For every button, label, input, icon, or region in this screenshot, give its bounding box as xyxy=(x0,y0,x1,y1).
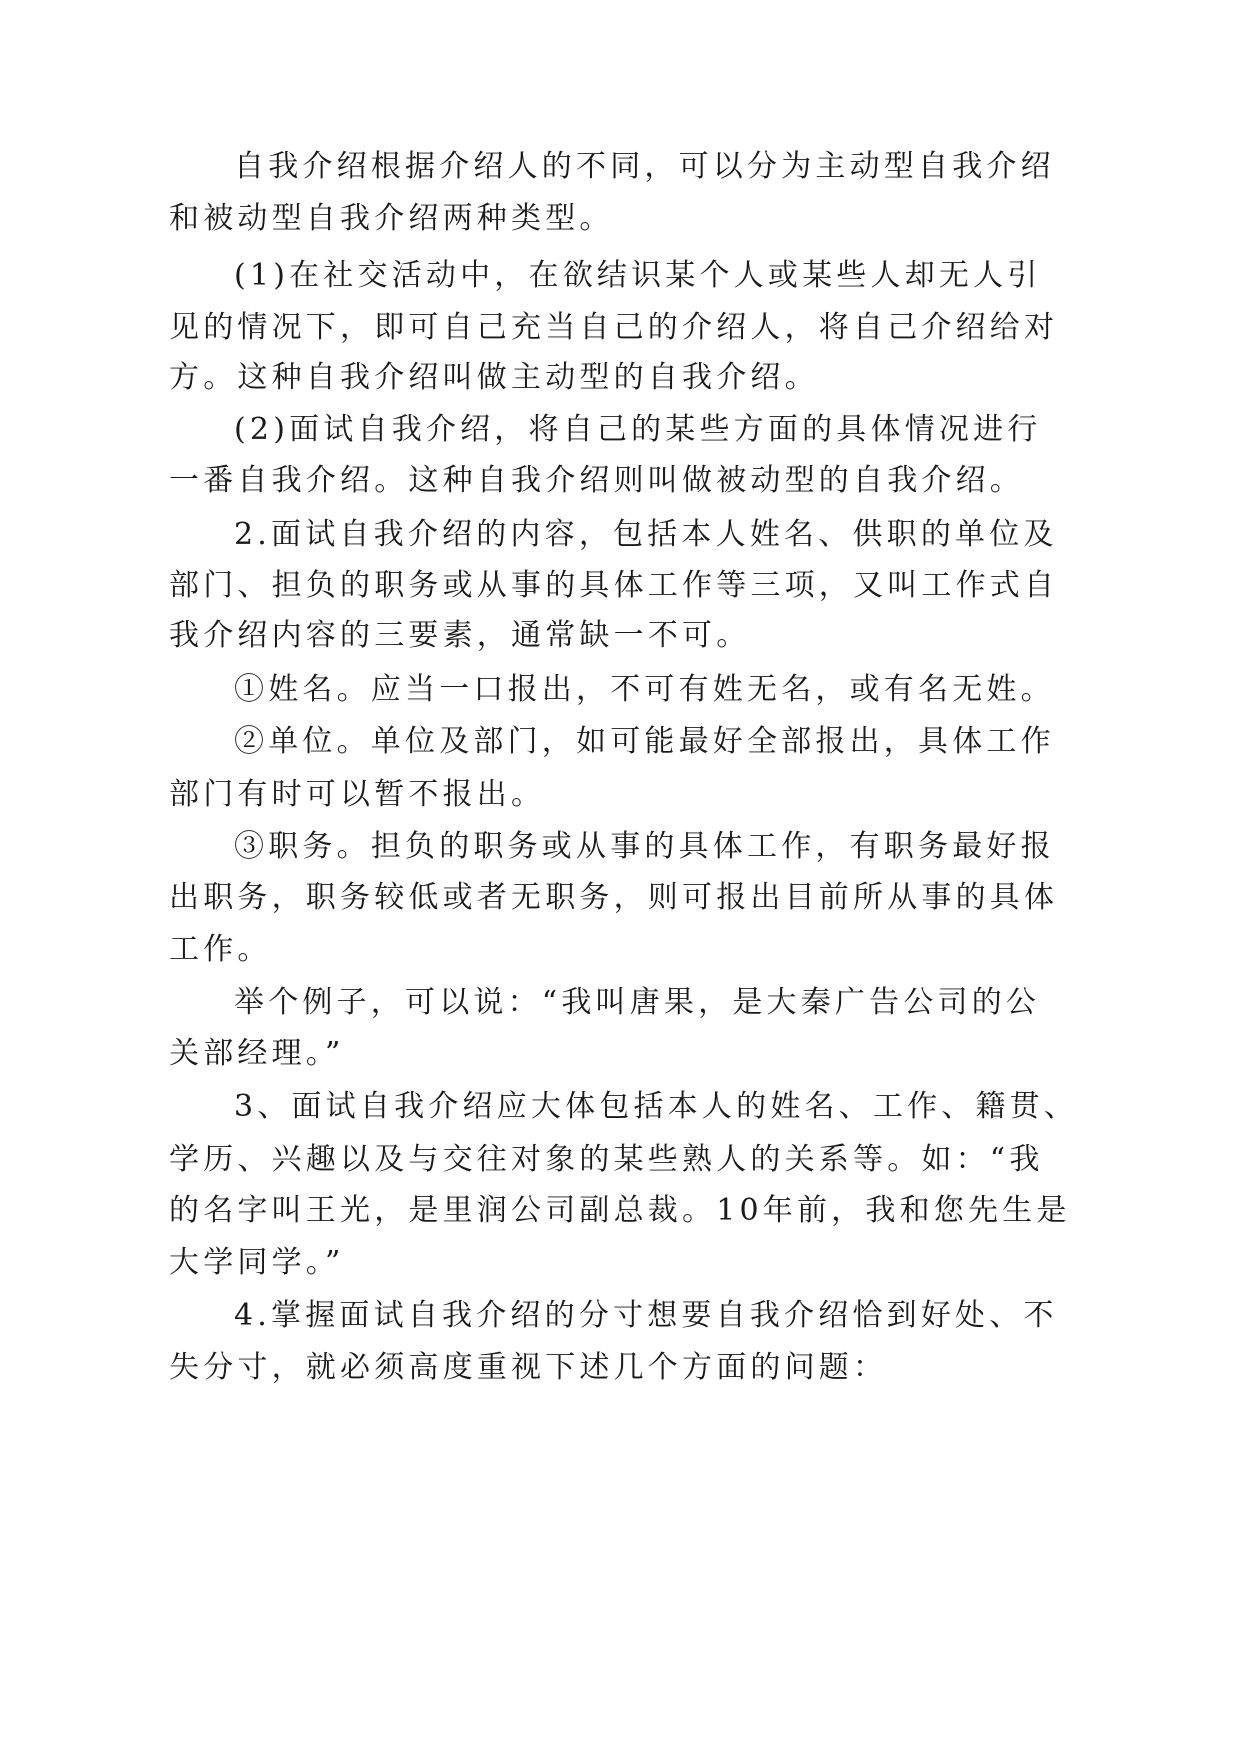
text-line: 部门、担负的职务或从事的具体工作等三项，又叫工作式自 xyxy=(169,568,1059,603)
text-line: 方。这种自我介绍叫做主动型的自我介绍。 xyxy=(169,360,819,395)
text-line: 出职务，职务较低或者无职务，则可报出目前所从事的具体 xyxy=(169,880,1059,915)
text-line: 自我介绍根据介绍人的不同，可以分为主动型自我介绍 xyxy=(234,149,1055,184)
text-line: 我介绍内容的三要素，通常缺一不可。 xyxy=(169,618,751,653)
text-line: 4.掌握面试自我介绍的分寸想要自我介绍恰到好处、不 xyxy=(234,1298,1058,1333)
text-line: 和被动型自我介绍两种类型。 xyxy=(169,201,614,236)
text-line: 见的情况下，即可自己充当自己的介绍人，将自己介绍给对 xyxy=(169,310,1059,345)
text-line: 3、面试自我介绍应大体包括本人的姓名、工作、籍贯、 xyxy=(234,1089,1079,1124)
text-line: 举个例子，可以说：“我叫唐果，是大秦广告公司的公 xyxy=(234,985,1041,1020)
text-line: 工作。 xyxy=(169,932,272,967)
text-line: 部门有时可以暂不报出。 xyxy=(169,777,546,812)
text-line: 失分寸，就必须高度重视下述几个方面的问题： xyxy=(169,1350,888,1385)
text-line: 的名字叫王光，是里润公司副总裁。10年前，我和您先生是 xyxy=(169,1193,1071,1228)
text-line: 学历、兴趣以及与交往对象的某些熟人的关系等。如：“我 xyxy=(169,1142,1044,1177)
text-line: 大学同学。” xyxy=(169,1245,345,1280)
text-line: ①姓名。应当一口报出，不可有姓无名，或有名无姓。 xyxy=(234,672,1055,707)
text-line: 2.面试自我介绍的内容，包括本人姓名、供职的单位及 xyxy=(234,517,1058,552)
text-line: ②单位。单位及部门，如可能最好全部报出，具体工作 xyxy=(234,724,1055,759)
text-line: 关部经理。” xyxy=(169,1036,345,1071)
text-line: (2)面试自我介绍，将自己的某些方面的具体情况进行 xyxy=(234,412,1042,447)
text-line: (1)在社交活动中，在欲结识某个人或某些人却无人引 xyxy=(234,258,1042,293)
text-line: 一番自我介绍。这种自我介绍则叫做被动型的自我介绍。 xyxy=(169,463,1024,498)
text-line: ③职务。担负的职务或从事的具体工作，有职务最好报 xyxy=(234,829,1055,864)
